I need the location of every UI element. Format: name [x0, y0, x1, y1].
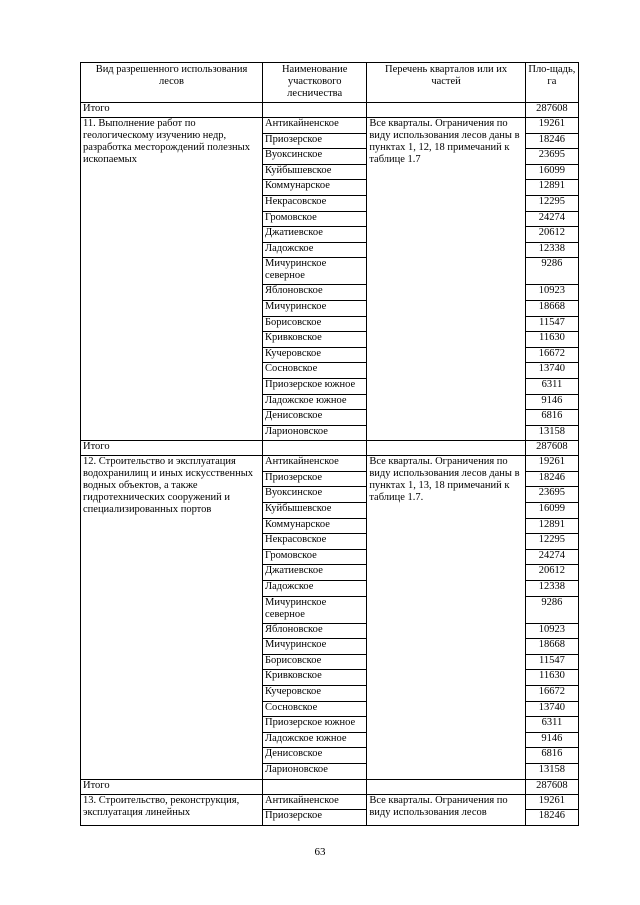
- area-cell: 9146: [525, 732, 578, 748]
- district-cell: Сосновское: [263, 363, 367, 379]
- district-cell: Некрасовское: [263, 534, 367, 550]
- header-kind: Вид разрешенного использования лесов: [81, 63, 263, 103]
- area-cell: 6311: [525, 717, 578, 733]
- area-cell: 19261: [525, 118, 578, 134]
- table-row: [81, 118, 579, 134]
- district-cell: Денисовское: [263, 410, 367, 426]
- district-cell: Мичуринское: [263, 639, 367, 655]
- use-kind-cell: 13. Строительство, реконструкция, эксплуатация линейных: [81, 794, 263, 825]
- district-cell: Кривковское: [263, 332, 367, 348]
- area-cell: 12295: [525, 534, 578, 550]
- district-cell: Приозерское: [263, 810, 367, 826]
- area-cell: 12295: [525, 195, 578, 211]
- district-cell: Ладожское: [263, 581, 367, 597]
- header-row: [81, 63, 579, 103]
- land-use-table-body: [81, 63, 579, 826]
- header-area: Пло-щадь, га: [525, 63, 578, 103]
- area-cell: 10923: [525, 623, 578, 639]
- district-cell: Ладожское южное: [263, 394, 367, 410]
- table-row: [81, 456, 579, 472]
- total-area: 287608: [525, 441, 578, 456]
- area-cell: 18246: [525, 133, 578, 149]
- district-cell: Вуоксинское: [263, 487, 367, 503]
- district-cell: Кривковское: [263, 670, 367, 686]
- district-cell: Кучеровское: [263, 686, 367, 702]
- area-cell: 16099: [525, 164, 578, 180]
- district-cell: Мичуринское: [263, 300, 367, 316]
- district-cell: Громовское: [263, 211, 367, 227]
- area-cell: 12338: [525, 581, 578, 597]
- area-cell: 6816: [525, 410, 578, 426]
- area-cell: 11547: [525, 654, 578, 670]
- area-cell: 12891: [525, 180, 578, 196]
- district-cell: Антикайненское: [263, 456, 367, 472]
- table-row: [81, 794, 579, 810]
- district-cell: Приозерское южное: [263, 717, 367, 733]
- area-cell: 9146: [525, 394, 578, 410]
- district-cell: Мичуринское северное: [263, 596, 367, 623]
- district-cell: Вуоксинское: [263, 149, 367, 165]
- total-row: [81, 103, 579, 118]
- district-cell: Куйбышевское: [263, 503, 367, 519]
- district-cell: Коммунарское: [263, 518, 367, 534]
- quarters-cell: Все кварталы. Ограничения по виду использования лесов даны в пунктах 1, 13, 18 примечаний к таблице 1.7.: [367, 456, 526, 779]
- area-cell: 10923: [525, 285, 578, 301]
- area-cell: 13158: [525, 425, 578, 441]
- area-cell: 23695: [525, 149, 578, 165]
- land-use-table: [80, 62, 579, 826]
- area-cell: 12338: [525, 242, 578, 258]
- district-cell: Куйбышевское: [263, 164, 367, 180]
- area-cell: 18668: [525, 300, 578, 316]
- area-cell: 11630: [525, 670, 578, 686]
- area-cell: 16672: [525, 686, 578, 702]
- total-row: [81, 779, 579, 794]
- area-cell: 24274: [525, 549, 578, 565]
- district-cell: Приозерское: [263, 133, 367, 149]
- total-label: Итого: [81, 779, 263, 794]
- quarters-cell: Все кварталы. Ограничения по виду использования лесов: [367, 794, 526, 825]
- page-number: 63: [314, 846, 326, 858]
- district-cell: Приозерское: [263, 471, 367, 487]
- district-cell: Ладожское: [263, 242, 367, 258]
- area-cell: 19261: [525, 794, 578, 810]
- district-cell: Джатиевское: [263, 565, 367, 581]
- district-cell: Ларионовское: [263, 763, 367, 779]
- area-cell: 11630: [525, 332, 578, 348]
- header-district: Наименование участкового лесничества: [263, 63, 367, 103]
- area-cell: 18246: [525, 471, 578, 487]
- area-cell: 18246: [525, 810, 578, 826]
- district-cell: Сосновское: [263, 701, 367, 717]
- area-cell: 24274: [525, 211, 578, 227]
- district-cell: Яблоновское: [263, 285, 367, 301]
- area-cell: 18668: [525, 639, 578, 655]
- district-cell: Борисовское: [263, 316, 367, 332]
- area-cell: 9286: [525, 596, 578, 623]
- area-cell: 6311: [525, 378, 578, 394]
- district-cell: Антикайненское: [263, 794, 367, 810]
- district-cell: Денисовское: [263, 748, 367, 764]
- total-label: Итого: [81, 103, 263, 118]
- use-kind-cell: 11. Выполнение работ по геологическому изучению недр, разработка месторождений полезных ископаемых: [81, 118, 263, 441]
- district-cell: Некрасовское: [263, 195, 367, 211]
- area-cell: 13740: [525, 363, 578, 379]
- total-area: 287608: [525, 103, 578, 118]
- area-cell: 19261: [525, 456, 578, 472]
- district-cell: Борисовское: [263, 654, 367, 670]
- district-cell: Джатиевское: [263, 227, 367, 243]
- district-cell: Коммунарское: [263, 180, 367, 196]
- area-cell: 16099: [525, 503, 578, 519]
- district-cell: Ладожское южное: [263, 732, 367, 748]
- district-cell: Кучеровское: [263, 347, 367, 363]
- use-kind-cell: 12. Строительство и эксплуатация водохранилищ и иных искусственных водных объектов, а также гидротехнических сооружений и специализированных портов: [81, 456, 263, 779]
- district-cell: Яблоновское: [263, 623, 367, 639]
- district-cell: Мичуринское северное: [263, 258, 367, 285]
- total-area: 287608: [525, 779, 578, 794]
- area-cell: 6816: [525, 748, 578, 764]
- header-quarters: Перечень кварталов или их частей: [367, 63, 526, 103]
- quarters-cell: Все кварталы. Ограничения по виду использования лесов даны в пунктах 1, 12, 18 примечаний к таблице 1.7: [367, 118, 526, 441]
- district-cell: Приозерское южное: [263, 378, 367, 394]
- area-cell: 20612: [525, 227, 578, 243]
- area-cell: 11547: [525, 316, 578, 332]
- area-cell: 13158: [525, 763, 578, 779]
- area-cell: 23695: [525, 487, 578, 503]
- area-cell: 9286: [525, 258, 578, 285]
- area-cell: 12891: [525, 518, 578, 534]
- total-label: Итого: [81, 441, 263, 456]
- area-cell: 13740: [525, 701, 578, 717]
- area-cell: 20612: [525, 565, 578, 581]
- district-cell: Антикайненское: [263, 118, 367, 134]
- total-row: [81, 441, 579, 456]
- district-cell: Ларионовское: [263, 425, 367, 441]
- area-cell: 16672: [525, 347, 578, 363]
- district-cell: Громовское: [263, 549, 367, 565]
